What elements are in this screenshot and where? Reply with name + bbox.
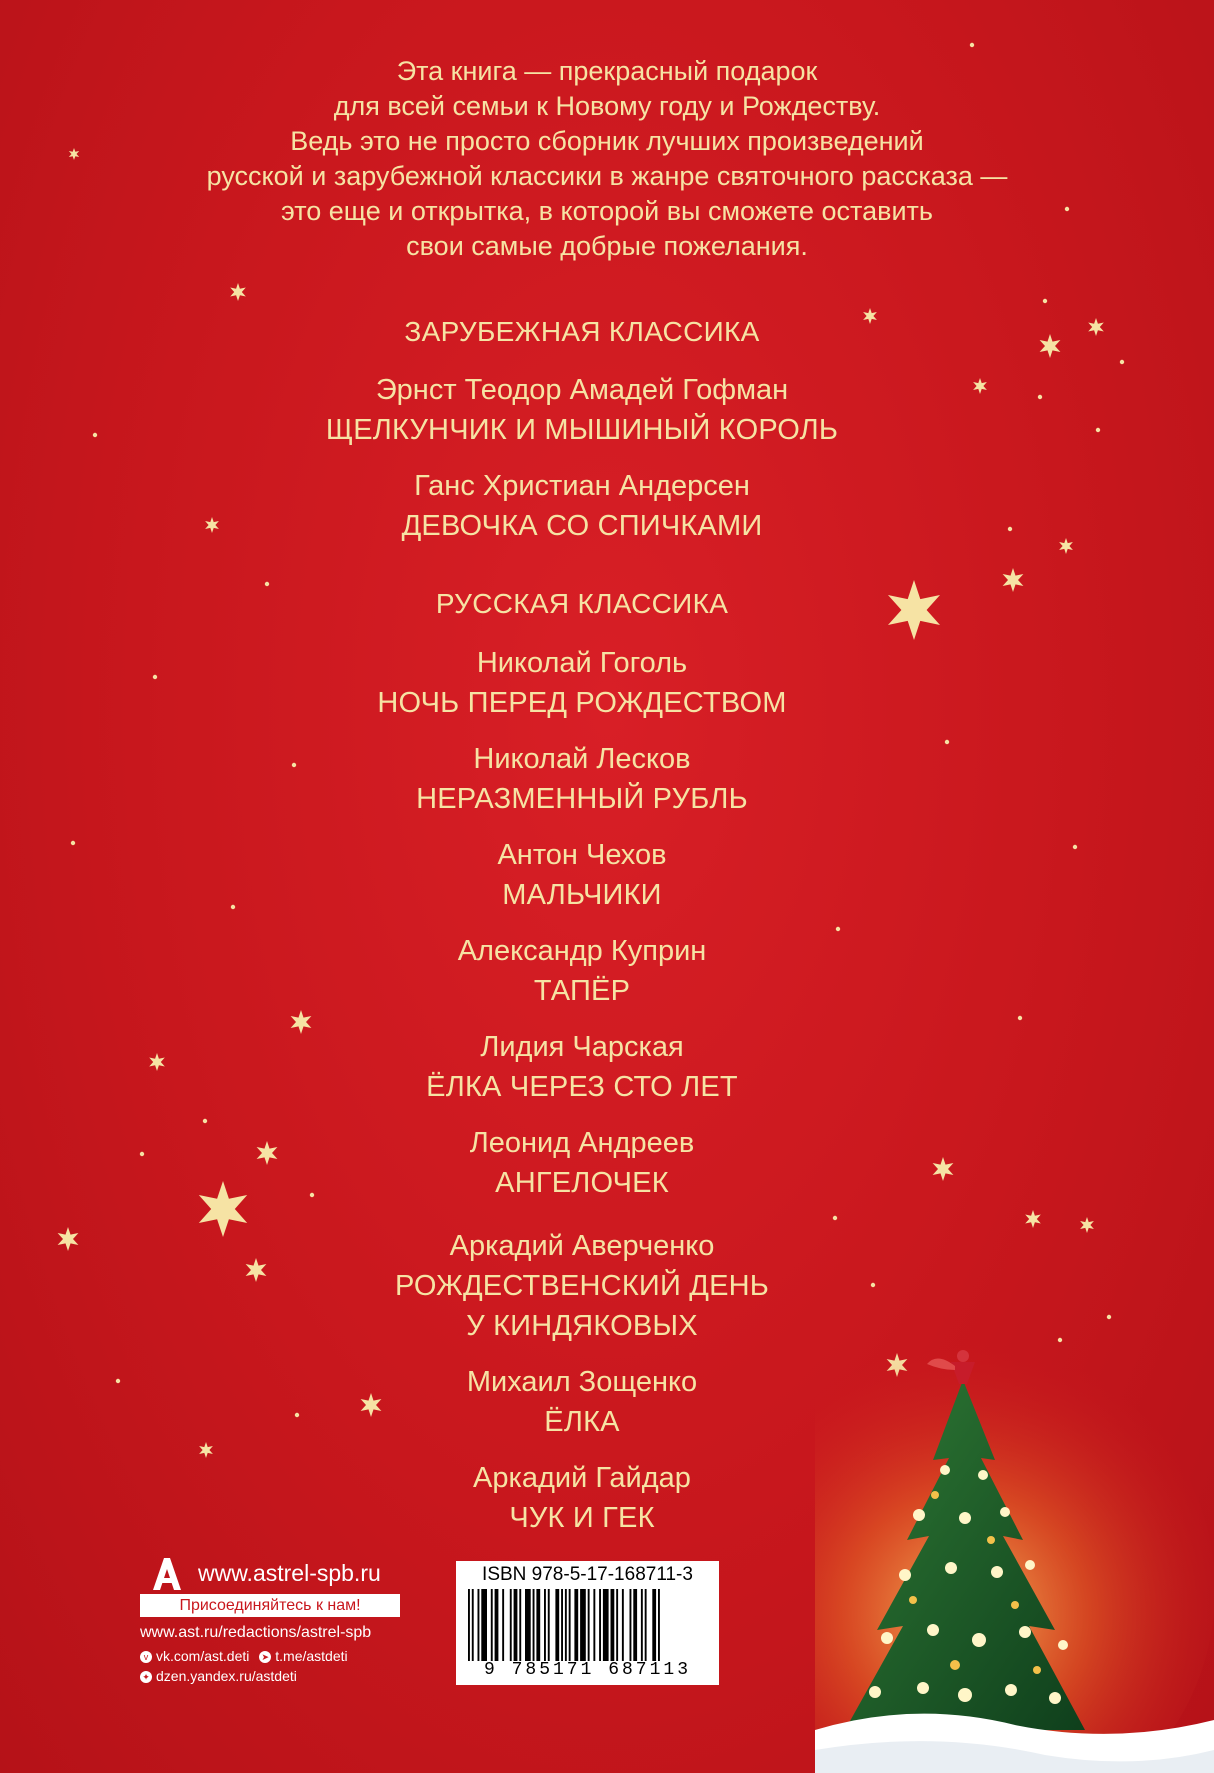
story-title: РОЖДЕСТВЕНСКИЙ ДЕНЬ bbox=[394, 1270, 770, 1302]
story-entry bbox=[0, 1123, 1164, 1203]
story-entry bbox=[0, 370, 1164, 450]
story-entry bbox=[0, 1027, 1164, 1107]
barcode-bar bbox=[536, 1589, 540, 1661]
barcode-bar bbox=[561, 1589, 563, 1661]
christmas-tree-illustration bbox=[815, 1300, 1214, 1773]
decorative-star bbox=[1043, 299, 1047, 303]
decorative-star bbox=[1120, 360, 1124, 364]
story-title: ДЕВОЧКА СО СПИЧКАМИ bbox=[401, 510, 763, 542]
barcode-bar bbox=[533, 1589, 535, 1661]
barcode-bar bbox=[574, 1589, 578, 1661]
story-title: АНГЕЛОЧЕК bbox=[495, 1167, 669, 1199]
social-links-row bbox=[140, 1648, 348, 1664]
vk-link[interactable]: vk.com/ast.deti bbox=[156, 1648, 250, 1664]
barcode-bar bbox=[622, 1589, 624, 1661]
decorative-star bbox=[199, 1442, 213, 1458]
story-author: Эрнст Теодор Амадей Гофман bbox=[375, 374, 789, 406]
barcode-bar bbox=[472, 1589, 474, 1661]
story-title: ТАПЁР bbox=[533, 975, 631, 1007]
astrel-a-logo-icon bbox=[153, 1558, 181, 1590]
story-title: ЁЛКА bbox=[544, 1406, 620, 1438]
barcode-bar bbox=[495, 1589, 499, 1661]
barcode-bar bbox=[555, 1589, 559, 1661]
story-title-line2: У КИНДЯКОВЫХ bbox=[466, 1310, 698, 1342]
telegram-link[interactable]: t.me/astdeti bbox=[275, 1648, 348, 1664]
barcode-bar bbox=[514, 1589, 518, 1661]
decorative-star bbox=[1018, 1016, 1022, 1020]
barcode-bar bbox=[580, 1589, 586, 1661]
story-author: Николай Лесков bbox=[473, 743, 691, 775]
barcode-bar bbox=[641, 1589, 643, 1661]
vk-icon: v bbox=[140, 1651, 152, 1663]
story-author: Михаил Зощенко bbox=[466, 1366, 698, 1398]
decorative-star bbox=[230, 283, 246, 301]
barcode-bar bbox=[481, 1589, 487, 1661]
story-entry bbox=[0, 931, 1164, 1011]
story-entry bbox=[0, 739, 1164, 819]
join-us-banner: Присоединяйтесь к нам! bbox=[140, 1594, 400, 1617]
intro-line: это еще и открытка, в которой вы сможете оставить bbox=[281, 196, 933, 226]
barcode-bar bbox=[611, 1589, 615, 1661]
barcode-bar bbox=[633, 1589, 637, 1661]
redactions-link[interactable]: www.ast.ru/redactions/astrel-spb bbox=[140, 1624, 372, 1641]
story-title: ЩЕЛКУНЧИК И МЫШИНЫЙ КОРОЛЬ bbox=[325, 414, 839, 446]
story-author: Леонид Андреев bbox=[469, 1127, 695, 1159]
barcode-bar bbox=[658, 1589, 660, 1661]
dzen-row bbox=[140, 1668, 297, 1684]
barcode-bar bbox=[468, 1589, 470, 1661]
barcode-bar bbox=[645, 1589, 647, 1661]
barcode-bars bbox=[464, 1589, 711, 1661]
story-title: ЁЛКА ЧЕРЕЗ СТО ЛЕТ bbox=[426, 1071, 738, 1103]
story-author: Лидия Чарская bbox=[480, 1031, 684, 1063]
intro-line: русской и зарубежной классики в жанре святочного рассказа — bbox=[206, 161, 1008, 191]
intro-line: Эта книга — прекрасный подарок bbox=[396, 56, 818, 86]
story-title: МАЛЬЧИКИ bbox=[502, 879, 662, 911]
story-title: ЧУК И ГЕК bbox=[509, 1502, 655, 1534]
story-author: Аркадий Гайдар bbox=[473, 1462, 691, 1494]
barcode-bar bbox=[502, 1589, 504, 1661]
dzen-link[interactable]: dzen.yandex.ru/astdeti bbox=[156, 1668, 297, 1684]
barcode-bar bbox=[519, 1589, 521, 1661]
story-author: Александр Куприн bbox=[457, 935, 707, 967]
isbn-barcode bbox=[456, 1561, 719, 1685]
barcode-bar bbox=[548, 1589, 550, 1661]
barcode-bar bbox=[491, 1589, 493, 1661]
story-entry bbox=[0, 643, 1164, 723]
barcode-bar bbox=[588, 1589, 590, 1661]
story-author: Антон Чехов bbox=[497, 839, 667, 871]
story-title: НЕРАЗМЕННЫЙ РУБЛЬ bbox=[416, 783, 748, 815]
barcode-bar bbox=[593, 1589, 595, 1661]
barcode-bar bbox=[478, 1589, 480, 1661]
decorative-star bbox=[970, 43, 974, 47]
isbn-label: ISBN 978-5-17-168711-3 bbox=[482, 1564, 693, 1585]
intro-line: Ведь это не просто сборник лучших произведений bbox=[290, 126, 924, 156]
story-entry bbox=[0, 466, 1164, 546]
section-heading-russian: РУССКАЯ КЛАССИКА bbox=[435, 588, 729, 619]
story-author: Аркадий Аверченко bbox=[449, 1230, 715, 1262]
decorative-star bbox=[833, 1216, 837, 1220]
barcode-bar bbox=[565, 1589, 567, 1661]
barcode-bar bbox=[599, 1589, 601, 1661]
ean-digits: 9 785171 687113 bbox=[483, 1660, 692, 1680]
publisher-website[interactable]: www.astrel-spb.ru bbox=[198, 1560, 381, 1586]
story-title: НОЧЬ ПЕРЕД РОЖДЕСТВОМ bbox=[377, 687, 787, 719]
story-author: Николай Гоголь bbox=[476, 647, 688, 679]
intro-text bbox=[0, 54, 1214, 264]
section-heading-foreign: ЗАРУБЕЖНАЯ КЛАССИКА bbox=[404, 316, 760, 347]
barcode-bar bbox=[616, 1589, 618, 1661]
barcode-bar bbox=[569, 1589, 571, 1661]
barcode-bar bbox=[544, 1589, 546, 1661]
decorative-star bbox=[265, 582, 269, 586]
barcode-bar bbox=[525, 1589, 531, 1661]
intro-line: для всей семьи к Новому году и Рождеству. bbox=[333, 91, 881, 121]
intro-line: свои самые добрые пожелания. bbox=[406, 231, 808, 261]
story-author: Ганс Христиан Андерсен bbox=[414, 470, 750, 502]
barcode-bar bbox=[510, 1589, 512, 1661]
story-entry bbox=[0, 835, 1164, 915]
barcode-bar bbox=[652, 1589, 656, 1661]
barcode-bar bbox=[603, 1589, 609, 1661]
dzen-icon: ✦ bbox=[140, 1671, 152, 1683]
barcode-bar bbox=[630, 1589, 632, 1661]
telegram-icon: ➤ bbox=[259, 1651, 271, 1663]
